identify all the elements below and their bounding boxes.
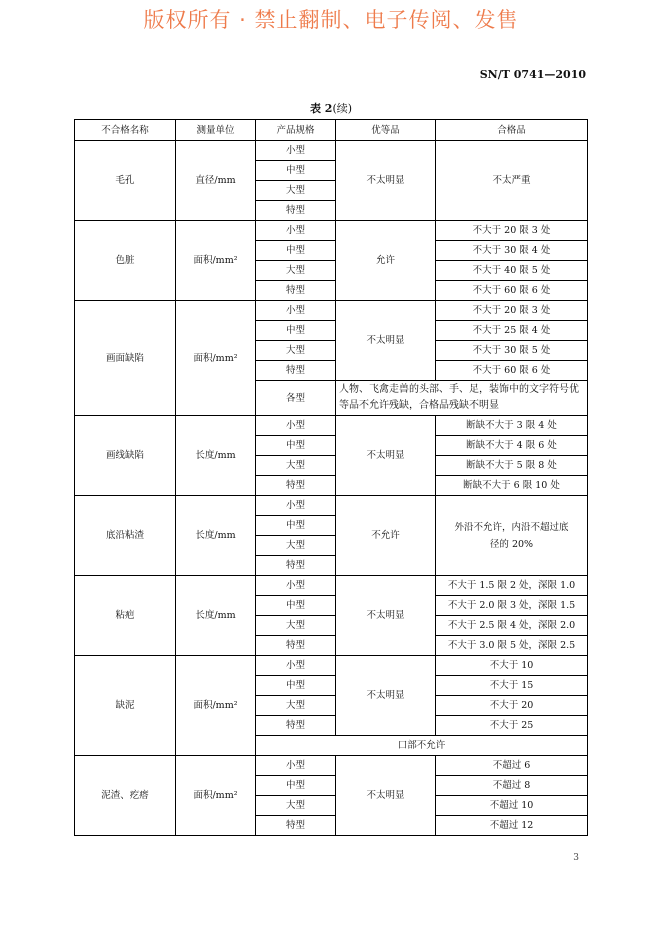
qualified-cell: 不大于 30 限 4 处 [436,241,588,261]
spec-cell: 小型 [256,301,336,321]
superior-cell: 不太明显 [336,416,436,496]
spec-cell: 中型 [256,241,336,261]
spec-cell: 小型 [256,656,336,676]
spec-cell: 特型 [256,361,336,381]
spec-cell: 小型 [256,141,336,161]
header-spec: 产品规格 [256,120,336,141]
qualified-cell: 不大于 60 限 6 处 [436,361,588,381]
qualified-cell: 不大于 2.0 限 3 处，深限 1.5 [436,596,588,616]
qualified-cell: 不大于 1.5 限 2 处，深限 1.0 [436,576,588,596]
qualified-cell: 不超过 6 [436,756,588,776]
spec-cell: 特型 [256,476,336,496]
qualified-cell: 断缺不大于 4 限 6 处 [436,436,588,456]
defect-name: 毛孔 [75,141,176,221]
superior-cell: 不太明显 [336,576,436,656]
defect-name: 粘疤 [75,576,176,656]
spec-cell: 大型 [256,261,336,281]
measure-unit: 面积/mm² [176,656,256,756]
table-row [75,141,588,161]
spec-cell: 特型 [256,816,336,836]
spec-cell: 特型 [256,716,336,736]
measure-unit: 长度/mm [176,576,256,656]
note-cell: 人物、飞禽走兽的头部、手、足，装饰中的文字符号优等品不允许残缺，合格品残缺不明显 [336,381,588,416]
defect-name: 泥渣、疙瘩 [75,756,176,836]
qualified-cell: 不大于 30 限 5 处 [436,341,588,361]
standard-code: SN/T 0741—2010 [479,68,586,81]
superior-cell: 不太明显 [336,141,436,221]
superior-cell: 不太明显 [336,301,436,381]
defect-table [74,119,588,836]
header-defect-name: 不合格名称 [75,120,176,141]
defect-name: 画线缺陷 [75,416,176,496]
spec-cell: 中型 [256,516,336,536]
spec-cell: 小型 [256,221,336,241]
qualified-cell: 不大于 10 [436,656,588,676]
spec-cell: 大型 [256,696,336,716]
note-cell: 口部不允许 [256,736,588,756]
qualified-cell: 断缺不大于 3 限 4 处 [436,416,588,436]
spec-cell: 中型 [256,161,336,181]
qualified-cell: 不太严重 [436,141,588,221]
spec-cell: 大型 [256,616,336,636]
spec-cell: 小型 [256,416,336,436]
measure-unit: 面积/mm² [176,221,256,301]
header-qualified: 合格品 [436,120,588,141]
watermark: 版权所有 · 禁止翻制、电子传阅、发售 [143,8,519,32]
superior-cell: 不太明显 [336,756,436,836]
table-caption-label: 表 2 [309,102,333,115]
table-caption [0,100,662,116]
table-caption-suffix: (续) [332,102,353,115]
spec-cell: 特型 [256,281,336,301]
spec-cell: 中型 [256,676,336,696]
measure-unit: 直径/mm [176,141,256,221]
spec-cell: 大型 [256,536,336,556]
header-superior: 优等品 [336,120,436,141]
spec-cell: 中型 [256,436,336,456]
qualified-cell: 不大于 15 [436,676,588,696]
spec-cell: 大型 [256,796,336,816]
spec-cell: 特型 [256,201,336,221]
table-row [75,656,588,676]
measure-unit: 长度/mm [176,416,256,496]
qualified-cell: 断缺不大于 6 限 10 处 [436,476,588,496]
qualified-cell: 不超过 10 [436,796,588,816]
spec-cell: 各型 [256,381,336,416]
table-row [75,416,588,436]
defect-name: 缺泥 [75,656,176,756]
superior-cell: 不太明显 [336,656,436,736]
table-row [75,576,588,596]
qualified-cell: 不大于 20 限 3 处 [436,221,588,241]
qualified-cell: 断缺不大于 5 限 8 处 [436,456,588,476]
table-row [75,221,588,241]
spec-cell: 中型 [256,321,336,341]
qualified-cell: 不大于 25 [436,716,588,736]
superior-cell: 不允许 [336,496,436,576]
spec-cell: 大型 [256,341,336,361]
page-number: 3 [573,853,579,863]
measure-unit: 长度/mm [176,496,256,576]
defect-name: 画面缺陷 [75,301,176,416]
spec-cell: 小型 [256,576,336,596]
qualified-cell: 不大于 20 限 3 处 [436,301,588,321]
header-unit: 测量单位 [176,120,256,141]
spec-cell: 大型 [256,181,336,201]
measure-unit: 面积/mm² [176,756,256,836]
qualified-cell: 不大于 20 [436,696,588,716]
table-row [75,301,588,321]
table-header-row [75,120,588,141]
qualified-cell: 不大于 60 限 6 处 [436,281,588,301]
qualified-cell: 不超过 12 [436,816,588,836]
qualified-cell: 不大于 40 限 5 处 [436,261,588,281]
spec-cell: 中型 [256,596,336,616]
qualified-cell: 不大于 2.5 限 4 处，深限 2.0 [436,616,588,636]
spec-cell: 中型 [256,776,336,796]
defect-name: 色脏 [75,221,176,301]
spec-cell: 小型 [256,756,336,776]
qualified-cell: 不大于 25 限 4 处 [436,321,588,341]
table-row [75,496,588,516]
spec-cell: 特型 [256,556,336,576]
spec-cell: 小型 [256,496,336,516]
qualified-cell: 不大于 3.0 限 5 处，深限 2.5 [436,636,588,656]
qualified-cell: 外沿不允许，内沿不超过底径的 20% [436,496,588,576]
spec-cell: 特型 [256,636,336,656]
superior-cell: 允许 [336,221,436,301]
table-row [75,756,588,776]
qualified-cell: 不超过 8 [436,776,588,796]
spec-cell: 大型 [256,456,336,476]
defect-name: 底沿粘渣 [75,496,176,576]
measure-unit: 面积/mm² [176,301,256,416]
